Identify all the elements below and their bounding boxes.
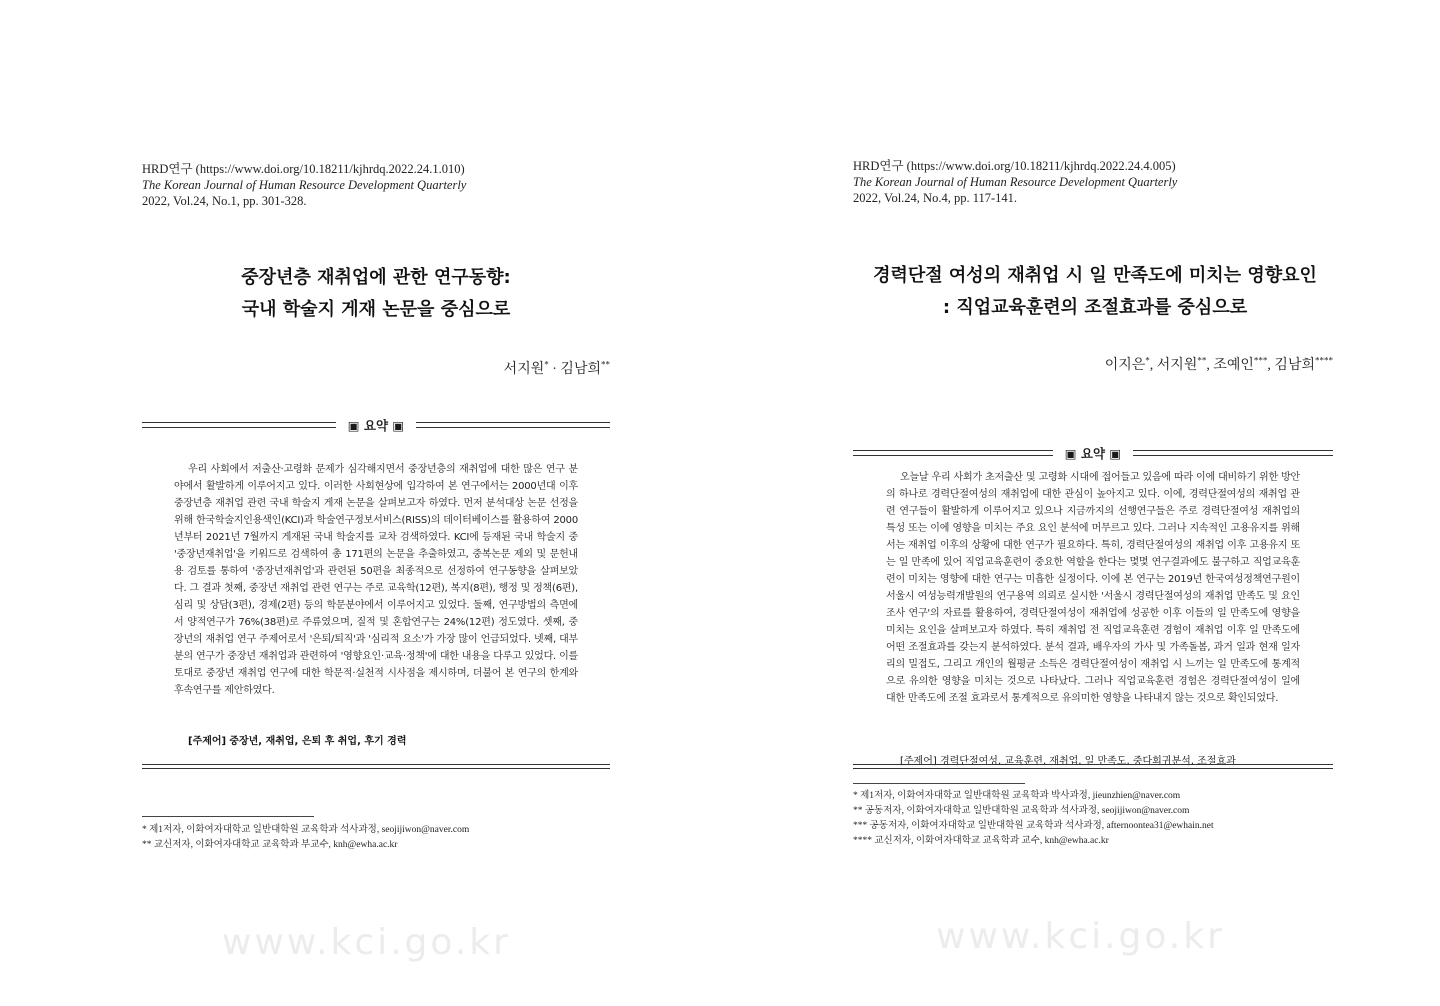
- footnote-rule: [853, 783, 1025, 784]
- abstract-heading: [853, 444, 1333, 462]
- keywords-line: [188, 732, 407, 747]
- abstract-text: 오늘날 우리 사회가 초저출산 및 고령화 시대에 접어들고 있음에 따라 이에 대비하기 위한 방안의 하나로 경력단절여성의 재취업에 대한 관심이 높아지고 있다. 이에, 경력단절여성의 재취업 관련 연구들이 활발하게 이루어지고 있으나 지금까지의 선행연구들은 주로 경력단절여성 재취업의 특성 또는 이에 영향을 미치는 주요 요인 분석에 머무르고 있다. 그러나 지속적인 고용유지를 위해서는 재취업 이후의 상황에 대한 연구가 필요하다. 특히, 경력단절여성의 재취업 이후 고용유지 또는 일 만족에 있어 직업교육훈련이 중요한 역할을 한다는 몇몇 연구결과에도 불구하고 직업교육훈련이 미치는 영향에 대한 연구는 미흡한 실정이다. 이에 본 연구는 2019년 한국여성정책연구원이 서울시 여성능력개발원의 연구용역 의뢰로 실시한 '서울시 경력단절여성의 재취업 만족도 및 요인조사 연구'의 자료를 활용하여, 경력단절여성이 재취업에 성공한 이후 이들의 일 만족도에 영향을 미치는 요인을 살펴보고자 하였다. 특히 재취업 전 직업교육훈련 경험이 재취업 이후 일 만족도에 어떤 조절효과를 갖는지 분석하였다. 분석 결과, 배우자의 가사 및 가족돌봄, 과거 일과 현재 일자리의 밀접도, 그리고 개인의 월평균 소득은 경력단절여성이 재취업 시 느끼는 일 만족도에 통계적으로 유의한 영향을 미치는 것으로 나타났다. 그러나 직업교육훈련 경험은 경력단절여성이 일에 대한 만족도에 조절 효과로서 통계적으로 유의미한 영향을 나타내지 않는 것으로 확인되었다.: [886, 472, 1300, 704]
- kci-watermark: www.kci.go.kr: [936, 916, 1225, 957]
- double-rule: [142, 422, 336, 428]
- author-mark: **: [1197, 355, 1207, 366]
- journal-name: The Korean Journal of Human Resource Development Quarterly: [142, 178, 467, 192]
- author-separator: ,: [1206, 358, 1214, 373]
- footnotes: [853, 789, 1214, 849]
- author-name: 김남희: [560, 362, 601, 377]
- footnote: * 제1저자, 이화여자대학교 일반대학원 교육학과 박사과정, jieunzhien@naver.com: [853, 791, 1181, 801]
- author-mark: *: [544, 359, 549, 370]
- volume-line: 2022, Vol.24, No.1, pp. 301-328.: [142, 194, 307, 208]
- double-rule: [416, 422, 610, 428]
- author-name: 서지원: [503, 362, 545, 377]
- journal-header: [142, 161, 466, 209]
- volume-line: 2022, Vol.24, No.4, pp. 117-141.: [853, 191, 1018, 205]
- author-name: 김남희: [1274, 358, 1315, 373]
- author-name: 서지원: [1156, 358, 1198, 373]
- keywords-values: 중장년, 재취업, 은퇴 후 취업, 후기 경력: [229, 736, 407, 747]
- footnote: *** 공동저자, 이화여자대학교 일반대학원 교육학과 석사과정, afternoontea31@ewhain.net: [853, 821, 1214, 831]
- author-list: [853, 354, 1333, 374]
- abstract-text: 우리 사회에서 저출산·고령화 문제가 심각해지면서 중장년층의 재취업에 대한 많은 연구 분야에서 활발하게 이루어지고 있다. 이러한 사회현상에 입각하여 본 연구에서는 2000년대 이후 중장년층 재취업 관련 국내 학술지 게재 논문을 살펴보고자 하였다. 먼저 분석대상 논문 선정을 위해 한국학술지인용색인(KCI)과 학술연구정보서비스(RISS)의 데이터베이스를 활용하여 2000년부터 2021년 7월까지 게재된 국내 학술지를 교차 검색하였다. KCI에 등재된 국내 학술지 중 '중장년재취업'을 키워드로 검색하여 총 171편의 논문을 추출하였고, 중복논문 제외 및 문헌내용 검토를 통하여 '중장년재취업'과 관련된 50편을 최종적으로 선정하여 연구동향을 살펴보았다. 그 결과 첫째, 중장년 재취업 관련 연구는 주로 교육학(12편), 복지(8편), 행정 및 정책(6편), 심리 및 상담(3편), 경제(2편) 등의 학문분야에서 이루어지고 있었다. 둘째, 연구방법의 측면에서 양적연구가 76%(38편)로 주류였으며, 질적 및 혼합연구는 24%(12편) 정도였다. 셋째, 중장년의 재취업 연구 주제어로서 '은퇴/퇴직'과 '심리적 요소'가 가장 많이 언급되었다. 넷째, 대부분의 연구가 중장년 재취업과 관련하여 '영향요인·교육·정책'에 대한 내용을 다루고 있었다. 이를 토대로 중장년 재취업 연구에 대한 학문적·실천적 시사점을 제시하며, 더불어 본 연구의 한계와 후속연구를 제안하였다.: [174, 464, 578, 696]
- doi-line: HRD연구 (https://www.doi.org/10.18211/kjhrdq.2022.24.1.010): [142, 162, 465, 176]
- abstract-label: ▣ 요약 ▣: [347, 418, 405, 433]
- footnote: **** 교신저자, 이화여자대학교 교육학과 교수, knh@ewha.ac.kr: [853, 836, 1109, 846]
- author-mark: *: [1145, 355, 1150, 366]
- keywords-values: 경력단절여성, 교육훈련, 재취업, 일 만족도, 중다회귀분석, 조절효과: [939, 756, 1236, 767]
- title-line-2: : 직업교육훈련의 조절효과를 중심으로: [942, 297, 1248, 318]
- abstract-bottom-rule: [853, 764, 1333, 769]
- author-name: 이지은: [1104, 358, 1146, 373]
- journal-name: The Korean Journal of Human Resource Development Quarterly: [853, 175, 1178, 189]
- footnote: ** 교신저자, 이화여자대학교 교육학과 부교수, knh@ewha.ac.kr: [142, 840, 398, 850]
- paper-title: [848, 260, 1342, 324]
- title-line-2: 국내 학술지 게재 논문을 중심으로: [241, 299, 511, 320]
- footnote: * 제1저자, 이화여자대학교 일반대학원 교육학과 석사과정, seojijiwon@naver.com: [142, 825, 470, 835]
- footnote: ** 공동저자, 이화여자대학교 일반대학원 교육학과 석사과정, seojijiwon@naver.com: [853, 806, 1190, 816]
- author-name: 조예인: [1213, 358, 1254, 373]
- double-rule: [1133, 450, 1333, 456]
- author-separator: ,: [1267, 358, 1275, 373]
- abstract-bottom-rule: [142, 764, 610, 769]
- title-line-1: 경력단절 여성의 재취업 시 일 만족도에 미치는 영향요인: [873, 265, 1317, 286]
- doi-line: HRD연구 (https://www.doi.org/10.18211/kjhrdq.2022.24.4.005): [853, 159, 1176, 173]
- journal-header: [853, 158, 1177, 206]
- abstract-heading: [142, 416, 610, 434]
- keywords-label: [주제어]: [900, 756, 937, 767]
- author-mark: ***: [1253, 355, 1268, 366]
- author-separator: ,: [1149, 358, 1157, 373]
- footnote-rule: [142, 816, 314, 817]
- paper-title: [142, 262, 610, 326]
- right-paper-page: [720, 0, 1440, 1006]
- author-separator: ·: [548, 362, 561, 377]
- keywords-label: [주제어]: [188, 736, 227, 747]
- double-rule: [853, 450, 1053, 456]
- author-mark: ****: [1315, 355, 1333, 366]
- title-line-1: 중장년층 재취업에 관한 연구동향:: [241, 267, 511, 288]
- author-mark: **: [601, 359, 610, 370]
- author-list: [142, 358, 610, 378]
- footnotes: [142, 823, 469, 853]
- kci-watermark: www.kci.go.kr: [222, 922, 511, 963]
- abstract-label: ▣ 요약 ▣: [1064, 446, 1122, 461]
